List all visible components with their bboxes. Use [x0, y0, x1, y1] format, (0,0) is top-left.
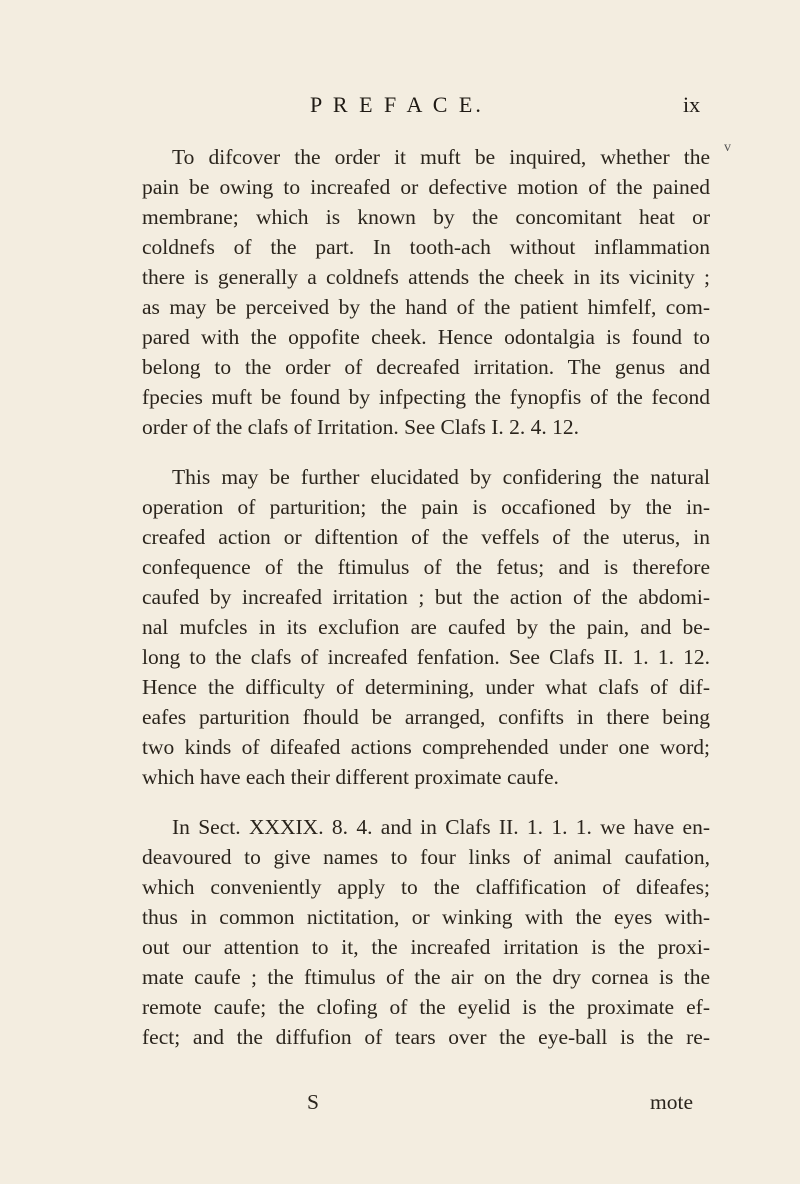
- text-line: nal mufcles in its exclufion are caufed by the pain, and be-: [142, 615, 710, 639]
- margin-mark: v: [724, 140, 731, 155]
- text-line: eafes parturition fhould be arranged, confifts in there being: [142, 705, 710, 729]
- text-line: fect; and the diffufion of tears over the eye-ball is the re-: [142, 1025, 710, 1049]
- text-line: coldnefs of the part. In tooth-ach without inflammation: [142, 235, 710, 259]
- text-line: deavoured to give names to four links of animal caufation,: [142, 845, 710, 869]
- text-line: This may be further elucidated by confidering the natural: [172, 465, 710, 489]
- text-line: operation of parturition; the pain is occafioned by the in-: [142, 495, 710, 519]
- text-line: Hence the difficulty of determining, under what clafs of dif-: [142, 675, 710, 699]
- text-line: which have each their different proximate caufe.: [142, 765, 559, 789]
- text-line: caufed by increafed irritation ; but the action of the abdomi-: [142, 585, 710, 609]
- text-line: mate caufe ; the ftimulus of the air on the dry cornea is the: [142, 965, 710, 989]
- text-line: as may be perceived by the hand of the patient himfelf, com-: [142, 295, 710, 319]
- page-number: ix: [683, 92, 701, 117]
- text-line: To difcover the order it muft be inquired, whether the: [172, 145, 710, 169]
- text-line: confequence of the ftimulus of the fetus; and is therefore: [142, 555, 710, 579]
- text-line: thus in common nictitation, or winking with the eyes with-: [142, 905, 710, 929]
- text-line: pain be owing to increafed or defective motion of the pained: [142, 175, 710, 199]
- text-line: membrane; which is known by the concomitant heat or: [142, 205, 710, 229]
- signature-mark: S: [307, 1090, 319, 1114]
- text-line: order of the clafs of Irritation. See Clafs I. 2. 4. 12.: [142, 415, 580, 439]
- text-line: belong to the order of decreafed irritation. The genus and: [142, 355, 710, 379]
- text-line: remote caufe; the clofing of the eyelid is the proximate ef-: [142, 995, 710, 1019]
- running-title: P R E F A C E.: [310, 92, 484, 117]
- text-line: pared with the oppofite cheek. Hence odontalgia is found to: [142, 325, 710, 349]
- text-line: creafed action or diftention of the veffels of the uterus, in: [142, 525, 710, 549]
- text-line: fpecies muft be found by infpecting the fynopfis of the fecond: [142, 385, 710, 409]
- text-line: out our attention to it, the increafed irritation is the proxi-: [142, 935, 710, 959]
- text-line: In Sect. XXXIX. 8. 4. and in Clafs II. 1. 1. 1. we have en-: [172, 815, 710, 839]
- page-footer: [0, 1090, 800, 1120]
- text-line: two kinds of difeafed actions comprehended under one word;: [142, 735, 710, 759]
- text-line: which conveniently apply to the claffification of difeafes;: [142, 875, 710, 899]
- catchword: mote: [650, 1090, 693, 1114]
- text-line: long to the clafs of increafed fenfation. See Clafs II. 1. 1. 12.: [142, 645, 710, 669]
- text-line: there is generally a coldnefs attends the cheek in its vicinity ;: [142, 265, 710, 289]
- running-header: [0, 92, 800, 122]
